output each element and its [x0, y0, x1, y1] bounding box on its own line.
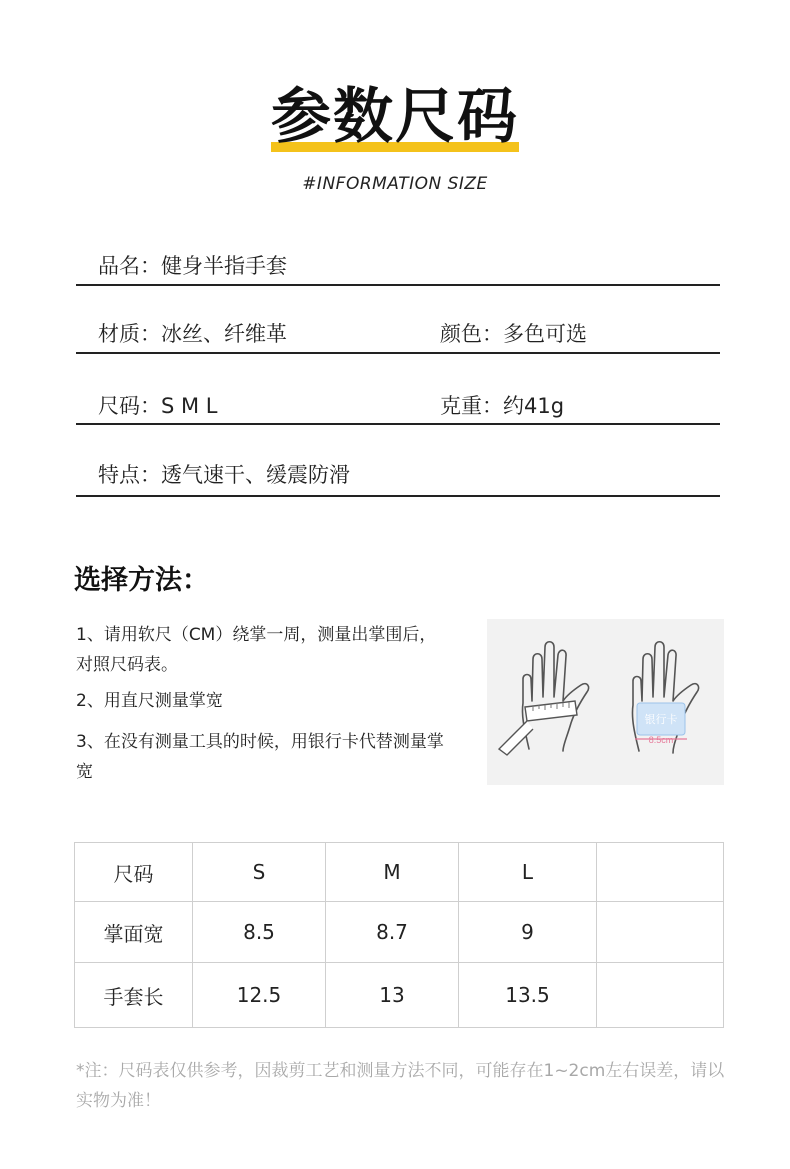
- table-cell: 13: [326, 963, 459, 1028]
- table-cell: S: [193, 843, 326, 902]
- table-cell: [597, 843, 724, 902]
- table-row: [75, 963, 724, 1028]
- table-cell: 9: [459, 902, 597, 963]
- size-note: *注：尺码表仅供参考，因裁剪工艺和测量方法不同，可能存在1~2cm左右误差，请以实物为准！: [76, 1061, 725, 1111]
- page-title: [271, 80, 519, 154]
- product-name: 品名：健身半指手套: [98, 254, 287, 278]
- table-cell: M: [326, 843, 459, 902]
- divider: [76, 423, 720, 425]
- table-cell: 12.5: [193, 963, 326, 1028]
- method-title: 选择方法：: [74, 565, 209, 596]
- table-row: [75, 843, 724, 902]
- size-table: [74, 842, 724, 1028]
- table-cell: 掌面宽: [75, 902, 193, 963]
- page-title-text: 参数尺码: [271, 82, 519, 152]
- method-step-2: 2、用直尺测量掌宽: [76, 691, 223, 711]
- card-label: 银行卡: [644, 714, 678, 726]
- page-subtitle: #INFORMATION SIZE: [302, 174, 488, 194]
- table-cell: L: [459, 843, 597, 902]
- bank-card: [635, 703, 687, 745]
- table-cell: 8.7: [326, 902, 459, 963]
- page-header: [0, 80, 790, 154]
- measurement-illustration: [487, 619, 724, 785]
- color-option: 颜色：多色可选: [440, 322, 587, 346]
- hands-measure-icon: [487, 619, 724, 785]
- table-cell: 手套长: [75, 963, 193, 1028]
- weight: 克重：约41g: [440, 394, 565, 418]
- card-measure: 8.5cm: [648, 735, 674, 745]
- material: 材质：冰丝、纤维革: [98, 322, 287, 346]
- table-cell: 尺码: [75, 843, 193, 902]
- table-cell: 8.5: [193, 902, 326, 963]
- method-step-1: 1、请用软尺（CM）绕掌一周，测量出掌围后，对照尺码表。: [76, 625, 437, 675]
- tape-measure: [499, 701, 577, 755]
- divider: [76, 284, 720, 286]
- method-step-3: 3、在没有测量工具的时候，用银行卡代替测量掌宽: [76, 732, 444, 782]
- features: 特点：透气速干、缓震防滑: [98, 463, 350, 487]
- table-cell: 13.5: [459, 963, 597, 1028]
- size-options: 尺码：S M L: [98, 394, 218, 418]
- divider: [76, 352, 720, 354]
- table-cell: [597, 963, 724, 1028]
- table-cell: [597, 902, 724, 963]
- table-row: [75, 902, 724, 963]
- divider: [76, 495, 720, 497]
